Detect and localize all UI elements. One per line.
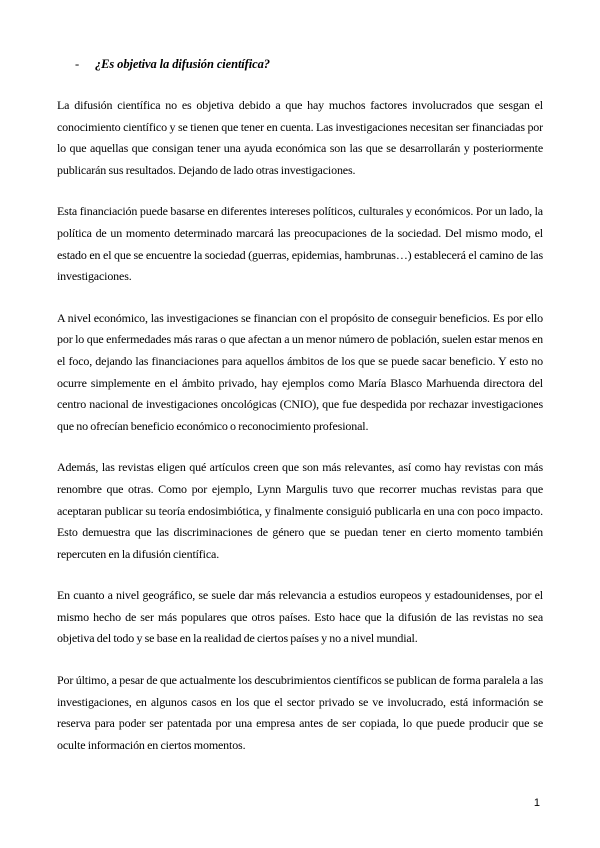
page-number: 1	[533, 797, 540, 809]
heading-title: ¿Es objetiva la difusión científica?	[95, 57, 270, 71]
section-heading	[75, 57, 270, 72]
body-text	[57, 95, 543, 776]
paragraph-4: Además, las revistas eligen qué artículos creen que son más relevantes, así como hay revistas con más renombre que otras. Como por ejemplo, Lynn Margulis tuvo que recorrer muchas revistas para que aceptaran publicar su teoría endosimbiótica, y finalmente consiguió publicarla en una con poco impacto. Esto demuestra que las discriminaciones de género que se puedan tener en cierto momento también repercuten en la difusión científica.	[57, 460, 543, 561]
paragraph-2: Esta financiación puede basarse en diferentes intereses políticos, culturales y económicos. Por un lado, la política de un momento determinado marcará las preocupaciones de la sociedad. Del mismo modo, el estado en el que se encuentre la sociedad (guerras, epidemias, hambrunas…) establecerá el camino de las investigaciones.	[57, 204, 543, 284]
paragraph-6: Por último, a pesar de que actualmente los descubrimientos científicos se publican de forma paralela a las investigaciones, en algunos casos en los que el sector privado se ve involucrado, está información se reserva para poder ser patentada por una empresa antes de ser copiada, lo que puede producir que se oculte información en ciertos momentos.	[57, 673, 543, 752]
heading-bullet: -	[75, 57, 80, 71]
paragraph-5: En cuanto a nivel geográfico, se suele dar más relevancia a estudios europeos y estadounidenses, por el mismo hecho de ser más populares que otros países. Esto hace que la difusión de las revistas no sea objetiva del todo y se base en la realidad de ciertos países y no a nivel mundial.	[57, 588, 543, 646]
paragraph-1: La difusión científica no es objetiva debido a que hay muchos factores involucrados que sesgan el conocimiento científico y se tienen que tener en cuenta. Las investigaciones necesitan ser financiadas por lo que aquellas que consigan tener una ayuda económica son las que se desarrollarán y posteriormente publicarán sus resultados. Dejando de lado otras investigaciones.	[57, 98, 543, 177]
paragraph-3: A nivel económico, las investigaciones se financian con el propósito de conseguir beneficios. Es por ello por lo que enfermedades más raras o que afectan a un menor número de población, suelen estar menos en el foco, dejando las financiaciones para aquellos ámbitos de los que se puede sacar beneficio. Y esto no ocurre simplemente en el ámbito privado, hay ejemplos como María Blasco Marhuenda directora del centro nacional de investigaciones oncológicas (CNIO), que fue despedida por rechazar investigaciones que no ofrecían beneficio económico o reconocimiento profesional.	[57, 310, 543, 433]
